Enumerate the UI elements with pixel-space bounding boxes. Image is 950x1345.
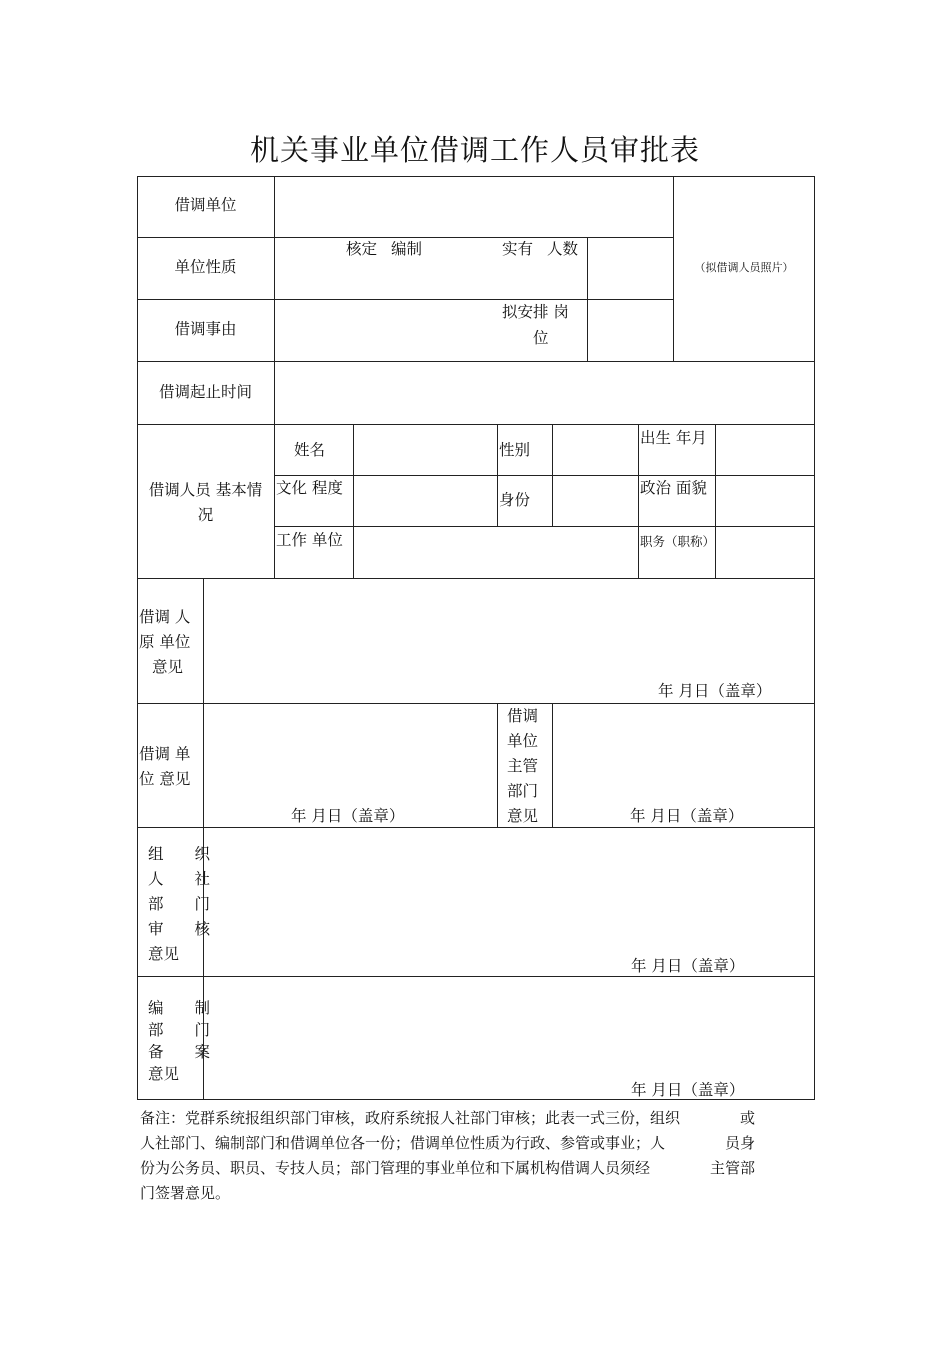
row-divider (137, 578, 815, 579)
row-divider (137, 424, 815, 425)
label-orig-opinion-3: 意见 (152, 658, 184, 676)
form-note (140, 1106, 812, 1206)
col-divider (274, 176, 275, 578)
label-gender: 性别 (499, 441, 531, 459)
photo-placeholder: （拟借调人员照片） (694, 261, 794, 274)
label-basic-info-cont: 况 (197, 506, 214, 524)
label-reason: 借调事由 (174, 320, 237, 338)
row-divider (274, 475, 815, 476)
label-approved: 核定 (346, 240, 378, 258)
label-supervisor-5: 意见 (507, 807, 539, 825)
label-org-hr-3: 部 门 (148, 895, 211, 913)
stamp-date: 年 月日（盖章） (631, 1081, 745, 1099)
label-political: 政治 面貌 (640, 479, 707, 497)
label-borrowing-unit: 借调单位 (174, 196, 237, 214)
label-staffing-3: 备 案 (148, 1043, 211, 1061)
label-education: 文化 程度 (276, 479, 343, 497)
label-identity: 身份 (499, 491, 531, 509)
label-org-hr-2: 人 社 (148, 870, 211, 888)
label-birth: 出生 年月 (640, 429, 707, 447)
label-orig-opinion: 借调 人 (139, 608, 191, 626)
col-divider (587, 237, 588, 361)
stamp-date: 年 月日（盖章） (631, 957, 745, 975)
col-divider (497, 703, 498, 827)
label-headcount: 人数 (547, 240, 579, 258)
label-name: 姓名 (294, 441, 326, 459)
label-unit-opinion: 借调 单 (139, 745, 191, 763)
note-line: 门签署意见。 (140, 1184, 231, 1202)
label-supervisor-3: 主管 (507, 757, 539, 775)
label-period: 借调起止时间 (158, 383, 252, 401)
form-title: 机关事业单位借调工作人员审批表 (249, 133, 700, 167)
label-post-cont: 位 (533, 329, 549, 347)
label-staffing-2: 部 门 (148, 1021, 211, 1039)
label-staffing-4: 意见 (148, 1065, 180, 1083)
label-work-unit: 工作 单位 (276, 531, 343, 549)
label-org-hr-4: 审 核 (148, 920, 211, 938)
col-divider (497, 424, 498, 526)
label-supervisor-4: 部门 (507, 782, 539, 800)
row-divider (137, 361, 815, 362)
col-divider (552, 424, 553, 526)
label-supervisor-1: 借调 (507, 707, 539, 725)
label-basic-info: 借调人员 基本情 (148, 481, 263, 499)
note-line: 备注：党群系统报组织部门审核，政府系统报人社部门审核；此表一式三份，组织 或 (140, 1109, 756, 1127)
label-post: 拟安排 岗 (502, 303, 569, 321)
stamp-date: 年 月日（盖章） (630, 807, 744, 825)
label-supervisor-2: 单位 (507, 732, 539, 750)
label-position: 职务（职称） (640, 534, 716, 549)
stamp-date: 年 月日（盖章） (291, 807, 405, 825)
label-org-hr-1: 组 织 (148, 845, 211, 863)
label-orig-opinion-2: 原 单位 (139, 633, 191, 651)
row-divider (137, 299, 673, 300)
col-divider (715, 424, 716, 578)
label-org-hr-5: 意见 (148, 945, 180, 963)
col-divider (638, 424, 639, 578)
col-divider (552, 703, 553, 827)
note-line: 人社部门、编制部门和借调单位各一份；借调单位性质为行政、参管或事业；人 员身 (140, 1134, 756, 1152)
label-staffing-1: 编 制 (148, 999, 211, 1017)
label-staffing: 编制 (391, 240, 423, 258)
stamp-date: 年 月日（盖章） (658, 682, 772, 700)
col-divider (353, 424, 354, 578)
note-line: 份为公务员、职员、专技人员；部门管理的事业单位和下属机构借调人员须经 主管部 (140, 1159, 756, 1177)
label-unit-opinion-2: 位 意见 (139, 770, 191, 788)
label-unit-nature: 单位性质 (174, 258, 237, 276)
label-actual: 实有 (502, 240, 534, 258)
row-divider (274, 526, 815, 527)
